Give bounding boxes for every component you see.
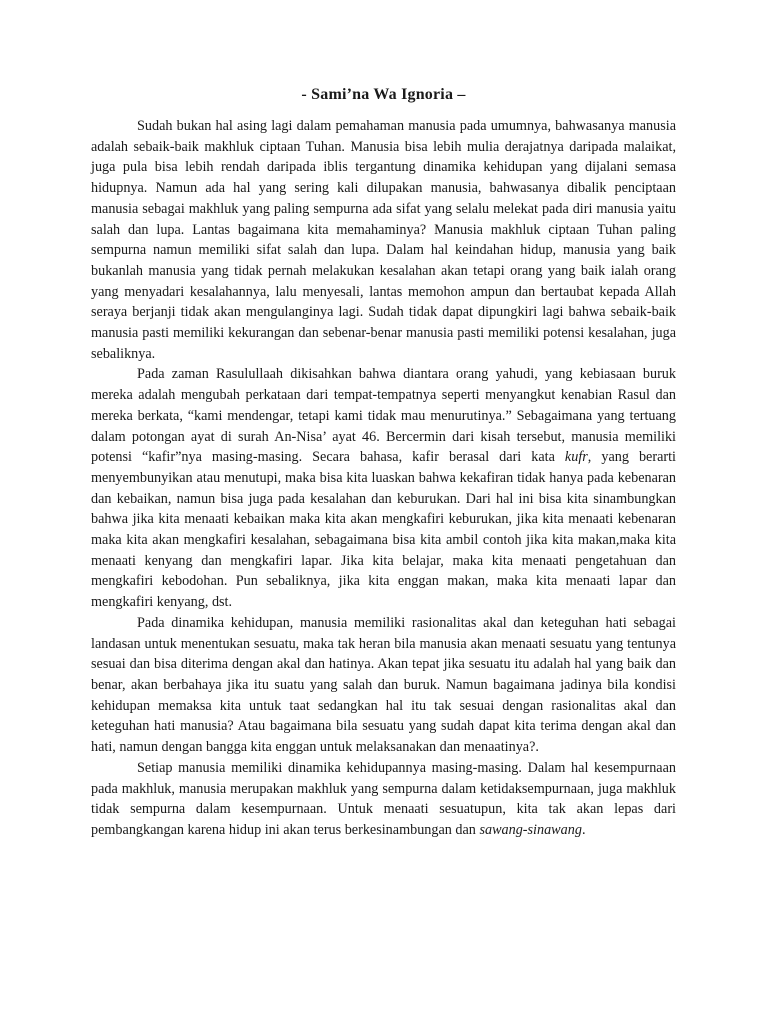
paragraph-2-text-before: Pada zaman Rasulullaah dikisahkan bahwa diantara orang yahudi, yang kebiasaan buruk mereka adalah mengubah perkataan dari tempat-tempatnya seperti menyangkut kenabian Rasul dan mereka berkata, “kami mendengar, tetapi kami tidak mau menurutinya.” Sebagaimana yang tertuang dalam potongan ayat di surah An-Nisa’ ayat 46. Bercermin dari kisah tersebut, manusia memiliki potensi “kafir”nya masing-masing. Secara bahasa, kafir berasal dari kata <box>91 366 676 466</box>
paragraph-2-emphasis: kufr <box>564 449 588 466</box>
paragraph-4-text-after: . <box>581 821 586 838</box>
paragraph-4-emphasis: sawang-sinawang <box>479 821 582 838</box>
paragraph-1: Sudah bukan hal asing lagi dalam pemahaman manusia pada umumnya, bahwasanya manusia adalah sebaik-baik makhluk ciptaan Tuhan. Manusia bisa lebih mulia derajatnya daripada malaikat, juga pula bisa lebih rendah daripada iblis tergantung dinamika kehidupan yang dijalani semasa hidupnya. Namun ada hal yang sering kali dilupakan manusia, bahwasanya dibalik penciptaan manusia sebagai makhluk yang paling sempurna ada sifat yang selalu melekat pada diri manusia yaitu salah dan lupa. Lantas bagaimana kita memahaminya? Manusia makhluk ciptaan Tuhan paling sempurna namun memiliki sifat salah dan lupa. Dalam hal keindahan hidup, manusia yang baik bukanlah manusia yang tidak pernah melakukan kesalahan akan tetapi orang yang baik ialah orang yang menyadari kesalahannya, lalu menyesali, lantas memohon ampun dan bertaubat kepada Allah seraya berjanji tidak akan mengulanginya lagi. Sudah tidak dapat dipungkiri lagi bahwa sebaik-baik manusia pasti memiliki kekurangan dan sebenar-benar manusia pasti memiliki potensi kesalahan, juga sebaliknya. <box>91 118 676 362</box>
paragraph-3: Pada dinamika kehidupan, manusia memiliki rasionalitas akal dan keteguhan hati sebagai landasan untuk menentukan sesuatu, maka tak heran bila manusia akan menaati sesuatu yang tentunya sesuai dan bisa diterima dengan akal dan hatinya. Akan tepat jika sesuatu itu adalah hal yang baik dan benar, akan berbahaya jika itu suatu yang salah dan buruk. Namun bagaimana jadinya bila kondisi kehidupan memaksa kita untuk taat sedangkan hal itu tak sesuai dengan rasionalitas akal dan keteguhan hati manusia? Atau bagaimana bila sesuatu yang sudah dapat kita terima dengan akal dan hati, namun dengan bangga kita enggan untuk melaksanakan dan menaatinya?. <box>91 614 676 756</box>
paragraph-2-text-after: , yang berarti menyembunyikan atau menutupi, maka bisa kita luaskan bahwa kekafiran tidak hanya pada kebenaran dan kebaikan, namun bisa juga pada kesalahan dan keburukan. Dari hal ini bisa kita sinambungkan bahwa jika kita menaati kebaikan maka kita akan mengkafiri keburukan, jika kita menaati kebenaran maka kita akan mengkafiri kesalahan, sebagaimana bisa kita ambil contoh jika kita makan,maka kita menaati kenyang dan mengkafiri lapar. Jika kita belajar, maka kita menaati pengetahuan dan mengkafiri kebodohan. Pun sebaliknya, jika kita enggan makan, maka kita menaati lapar dan mengkafiri kenyang, dst. <box>91 449 676 611</box>
paragraph-2 <box>91 364 676 612</box>
paragraph-4-text-before: Setiap manusia memiliki dinamika kehidupannya masing-masing. Dalam hal kesempurnaan pada makhluk, manusia merupakan makhluk yang sempurna dalam ketidaksempurnaan, juga makhluk tidak sempurna dalam kesempurnaan. Untuk menaati sesuatupun, kita tak akan lepas dari pembangkangan karena hidup ini akan terus berkesinambungan dan <box>91 759 676 838</box>
document-page <box>91 86 676 841</box>
paragraph-4 <box>91 758 676 841</box>
document-title: - Sami’na Wa Ignoria – <box>301 86 466 103</box>
